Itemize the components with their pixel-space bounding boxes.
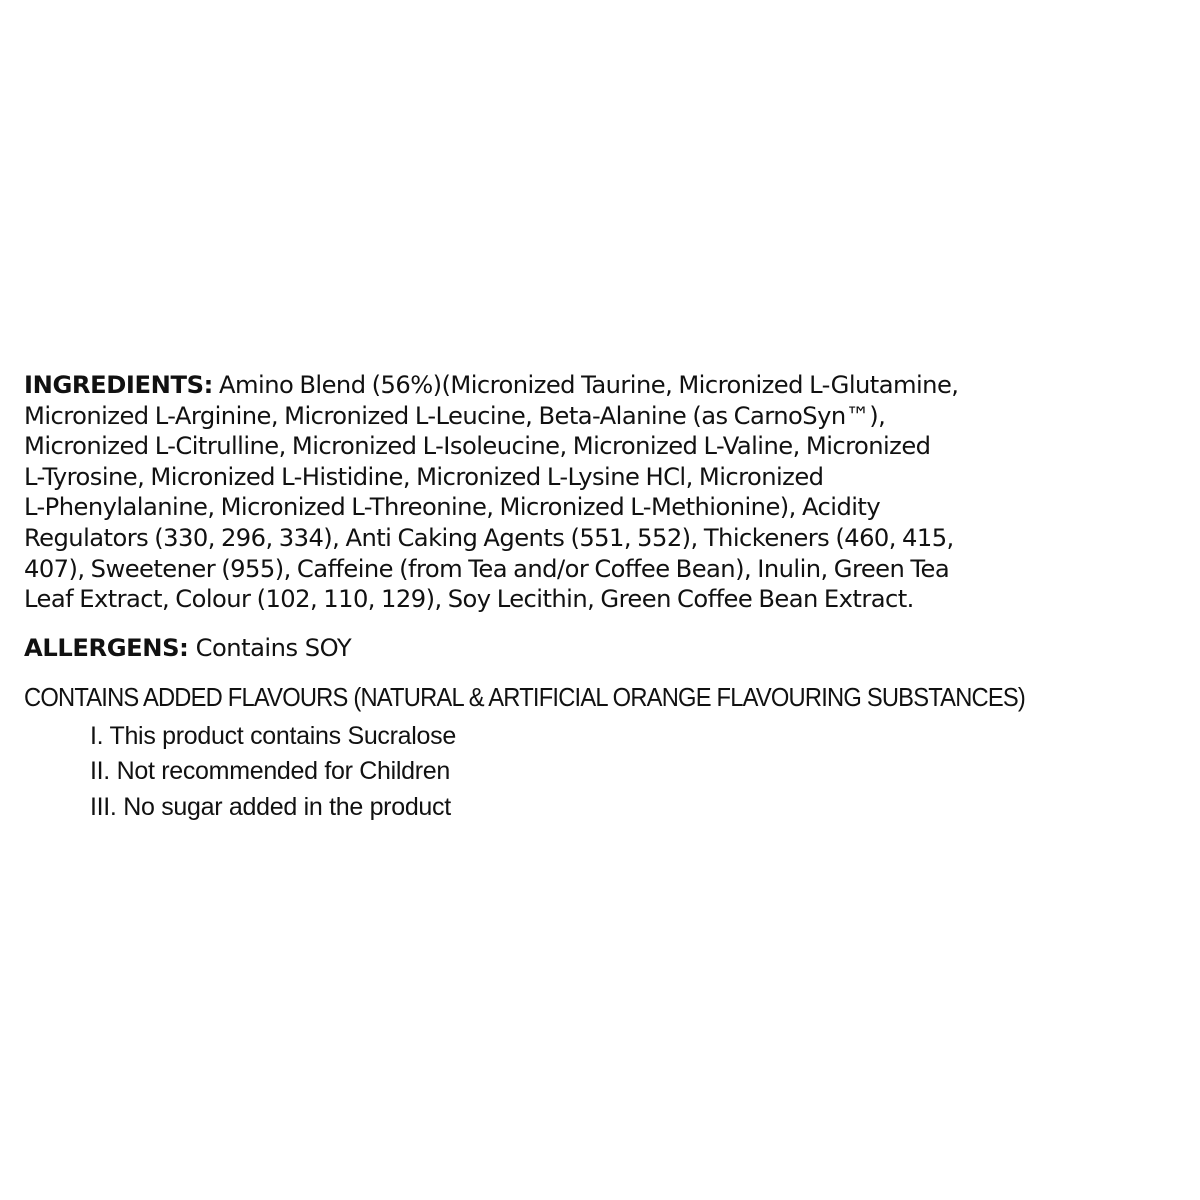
ingredients-line-1 <box>24 370 1184 401</box>
ingredients-line-5: L-Phenylalanine, Micronized L-Threonine, Micronized L-Methionine), Acidity <box>24 493 881 522</box>
ingredients-paragraph <box>24 370 1184 615</box>
ingredients-line-3: Micronized L-Citrulline, Micronized L-Isoleucine, Micronized L-Valine, Micronized <box>24 432 931 461</box>
flavours-statement: CONTAINS ADDED FLAVOURS (NATURAL & ARTIFICIAL ORANGE FLAVOURING SUBSTANCES) <box>24 683 1026 712</box>
ingredients-line-2: Micronized L-Arginine, Micronized L-Leucine, Beta-Alanine (as CarnoSyn™), <box>24 401 886 430</box>
note-no-sugar: III. No sugar added in the product <box>90 792 451 821</box>
ingredients-line-1-text: Amino Blend (56%)(Micronized Taurine, Micronized L-Glutamine, <box>212 371 959 399</box>
allergens-statement <box>24 633 1184 663</box>
ingredients-line-8: Leaf Extract, Colour (102, 110, 129), Soy Lecithin, Green Coffee Bean Extract. <box>24 585 914 614</box>
note-children: II. Not recommended for Children <box>90 757 451 786</box>
notes-list <box>24 719 1184 826</box>
allergens-text: Contains SOY <box>188 633 352 662</box>
product-label-text <box>24 370 1184 825</box>
ingredients-line-7: 407), Sweetener (955), Caffeine (from Tea and/or Coffee Bean), Inulin, Green Tea <box>24 554 950 583</box>
ingredients-line-4: L-Tyrosine, Micronized L-Histidine, Micronized L-Lysine HCl, Micronized <box>24 462 824 491</box>
note-sucralose: I. This product contains Sucralose <box>90 721 456 750</box>
ingredients-line-6: Regulators (330, 296, 334), Anti Caking Agents (551, 552), Thickeners (460, 415, <box>24 523 954 552</box>
allergens-heading: ALLERGENS: <box>24 633 189 662</box>
ingredients-heading: INGREDIENTS: <box>24 371 213 399</box>
